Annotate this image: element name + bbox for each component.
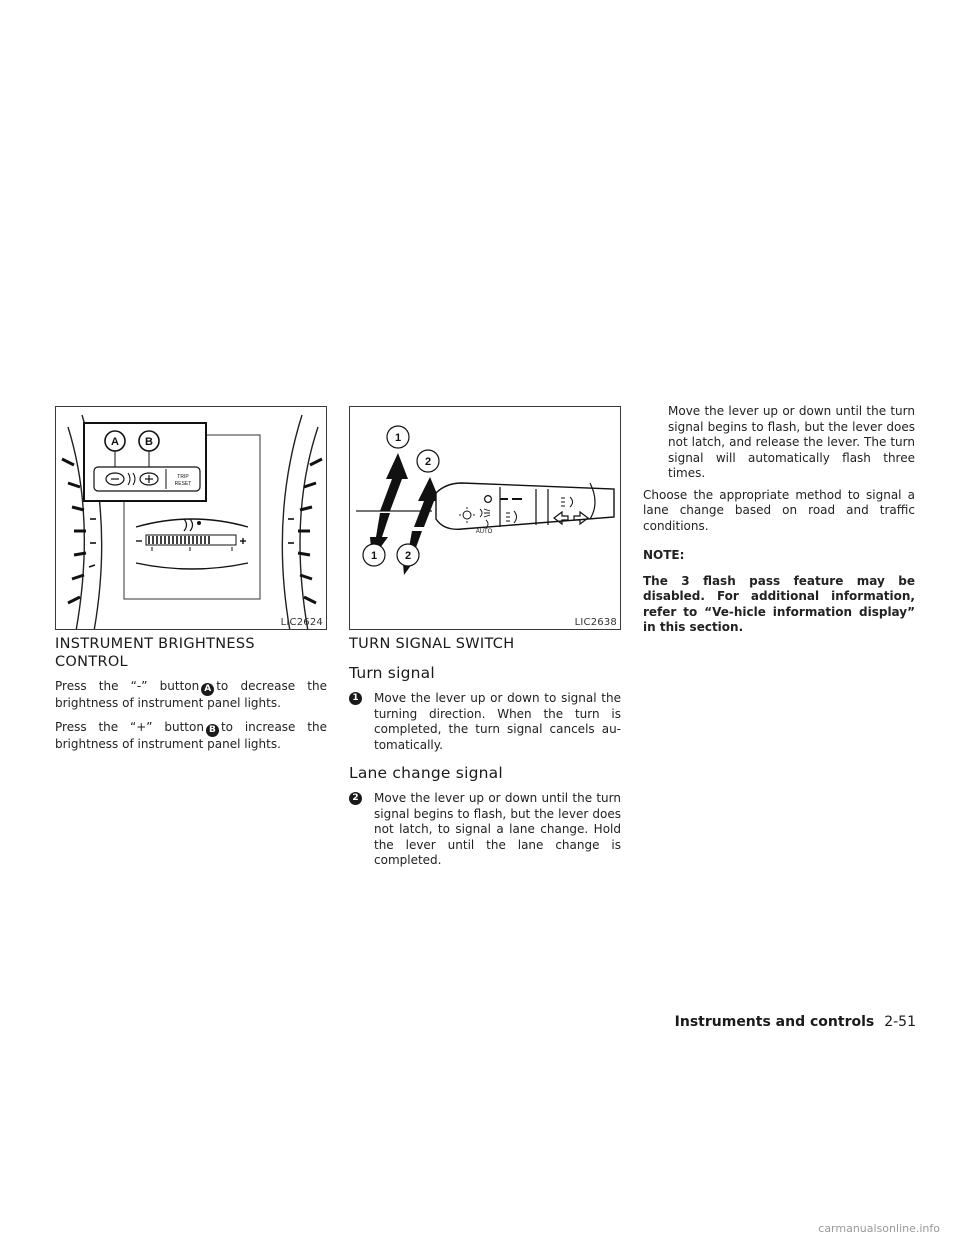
paragraph-decrease: Press the “-” button A to decrease the brightness of instrument panel lights. [55, 679, 327, 711]
callout-b: B [145, 436, 153, 448]
figure-instrument-brightness [55, 406, 327, 630]
note-label: NOTE: [643, 548, 685, 562]
subheading-lane-change: Lane change signal [349, 764, 503, 782]
paragraph-choose: Choose the appropriate method to signal a lane change based on road and traffic conditions. [643, 487, 915, 533]
subheading-turn-signal: Turn signal [349, 664, 435, 682]
trip-label: TRIP [177, 474, 189, 480]
reset-label: RESET [174, 481, 192, 487]
step-1: 1 Move the lever up or down to signal the turning direction. When the turn is completed, the turn signal cancels au-tomatically. [349, 691, 621, 753]
step-2-badge: 2 [349, 792, 362, 805]
page-number: 2-51 [884, 1014, 916, 1030]
note-text: The 3 flash pass feature may be disabled. For additional information, refer to “Ve-hicle information display” in this section. [643, 573, 915, 634]
auto-label: AUTO [475, 529, 493, 535]
column-turn-signal [349, 635, 621, 869]
callout-b-badge: B [206, 724, 219, 737]
paragraph-increase: Press the “+” button B to increase the brightness of instrument panel lights. [55, 719, 327, 751]
section-heading: TURN SIGNAL SWITCH [349, 636, 515, 652]
arrow-down-2-label: 2 [404, 550, 412, 562]
figure-code: LIC2638 [574, 617, 617, 628]
turn-signal-illustration [350, 407, 621, 630]
figure-turn-signal [349, 406, 621, 630]
page-footer [675, 1014, 916, 1030]
continued-step-text: Move the lever up or down until the turn signal begins to flash, but the lever does not latch, and release the lever. The turn signal will automatically flash three times. [668, 404, 915, 480]
section-heading: INSTRUMENT BRIGHTNESS CONTROL [55, 636, 255, 670]
step-2: 2 Move the lever up or down until the turn signal begins to flash, but the lever does not latch, to signal a lane change. Hold the lever until the lane change is completed. [349, 791, 621, 869]
callout-a-badge: A [201, 683, 214, 696]
callout-a: A [111, 436, 119, 448]
column-brightness [55, 635, 327, 753]
brightness-illustration [56, 407, 327, 630]
arrow-up-1-label: 1 [394, 432, 402, 444]
footer-section-title: Instruments and controls [674, 1014, 875, 1030]
arrow-down-1-label: 1 [370, 550, 378, 562]
arrow-up-2-label: 2 [424, 456, 432, 468]
figure-code: LIC2624 [280, 617, 323, 628]
step-1-badge: 1 [349, 692, 362, 705]
watermark: carmanualsonline.info [818, 1222, 940, 1235]
column-continued [643, 404, 915, 636]
